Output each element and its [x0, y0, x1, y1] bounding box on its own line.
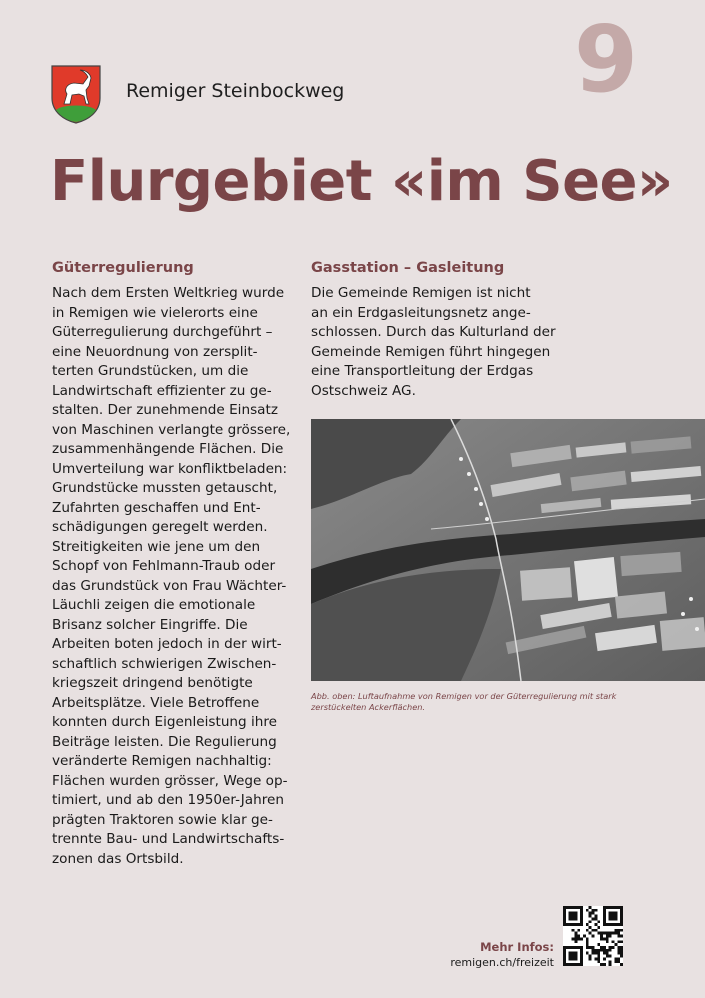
text-line: Umverteilung war konfliktbeladen:: [52, 460, 288, 477]
ibex-coat-of-arms-icon: [50, 64, 102, 124]
text-line: Schopf von Fehlmann-Traub oder: [52, 558, 276, 574]
text-line: Läuchli zeigen die emotionale: [52, 597, 256, 613]
trail-name: Remiger Steinbockweg: [126, 80, 345, 102]
aerial-photo: [311, 419, 705, 681]
text-line: Flächen wurden grösser, Wege op-: [52, 772, 288, 789]
text-line: Gemeinde Remigen führt hingegen: [311, 343, 551, 360]
text-line: schädigungen geregelt werden.: [52, 519, 268, 535]
text-line: Grundstücke mussten getauscht,: [52, 480, 278, 496]
station-number: 9: [574, 6, 639, 113]
text-line: Arbeiten boten jedoch in der wirt-: [52, 636, 282, 652]
left-column: [52, 260, 292, 869]
qr-code-icon[interactable]: [563, 906, 623, 966]
text-line: veränderte Remigen nachhaltig:: [52, 753, 272, 769]
text-line: kriegszeit dringend benötigte: [52, 675, 253, 691]
section-heading-gueterregulierung: Güterregulierung: [52, 260, 194, 276]
more-info-label: Mehr Infos:: [480, 940, 554, 954]
right-column: [311, 260, 705, 401]
text-line: konnten durch Eigenleistung ihre: [52, 714, 278, 730]
text-line: prägten Traktoren sowie klar ge-: [52, 811, 273, 828]
text-line: zusammenhängende Flächen. Die: [52, 441, 284, 457]
text-line: Die Gemeinde Remigen ist nicht: [311, 285, 531, 301]
text-line: timiert, und ab den 1950er-Jahren: [52, 792, 285, 808]
caption-line: zerstückelten Ackerflächen.: [311, 702, 426, 712]
text-line: trennte Bau- und Landwirtschafts-: [52, 831, 285, 847]
text-line: Zufahrten geschaffen und Ent-: [52, 499, 261, 516]
text-line: schlossen. Durch das Kulturland der: [311, 324, 556, 340]
text-line: Streitigkeiten wie jene um den: [52, 538, 261, 555]
section-body-gueterregulierung: [52, 284, 292, 869]
text-line: Nach dem Ersten Weltkrieg wurde: [52, 285, 285, 301]
text-line: Landwirtschaft effizienter zu ge-: [52, 382, 272, 399]
text-line: Beiträge leisten. Die Regulierung: [52, 733, 277, 750]
text-line: schaftlich schwierigen Zwischen-: [52, 655, 277, 672]
text-line: Ostschweiz AG.: [311, 382, 416, 399]
text-line: an ein Erdgasleitungsnetz ange-: [311, 304, 531, 321]
text-line: Güterregulierung durchgeführt –: [52, 324, 273, 340]
page-title: Flurgebiet «im See»: [50, 149, 673, 214]
text-line: Brisanz solcher Eingriffe. Die: [52, 616, 248, 633]
coat-of-arms-logo: [50, 64, 102, 124]
caption-line: Abb. oben: Luftaufnahme von Remigen vor der Güterregulierung mit stark: [311, 691, 617, 701]
text-line: von Maschinen verlangte grössere,: [52, 421, 291, 438]
section-heading-gasleitung: Gasstation – Gasleitung: [311, 260, 505, 276]
text-line: eine Neuordnung von zersplit-: [52, 343, 258, 360]
text-line: terten Grundstücken, um die: [52, 363, 249, 379]
text-line: zonen das Ortsbild.: [52, 850, 184, 867]
section-body-gasleitung: [311, 284, 705, 401]
more-info-url[interactable]: remigen.ch/freizeit: [450, 956, 554, 969]
text-line: Arbeitsplätze. Viele Betroffene: [52, 694, 260, 711]
photo-caption: [311, 691, 641, 713]
text-line: das Grundstück von Frau Wächter-: [52, 577, 287, 594]
text-line: eine Transportleitung der Erdgas: [311, 363, 534, 379]
text-line: in Remigen wie vielerorts eine: [52, 304, 258, 321]
text-line: stalten. Der zunehmende Einsatz: [52, 402, 278, 418]
